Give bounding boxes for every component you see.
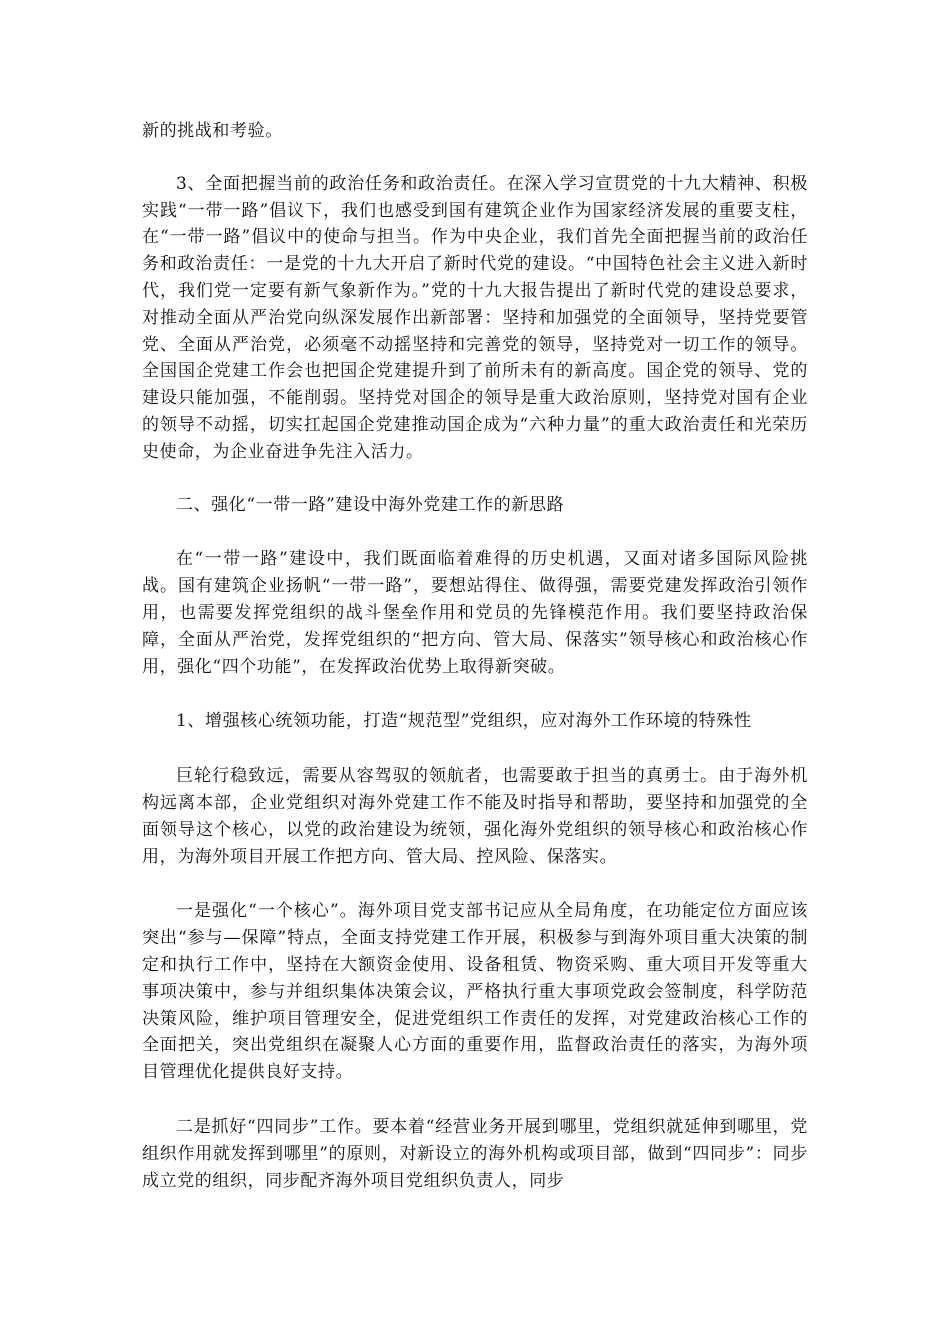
document-page	[142, 118, 808, 1194]
paragraph-four-sync: 二是抓好“四同步”工作。要本着“经营业务开展到哪里，党组织就延伸到哪里，党组织作用就发挥到哪里”的原则，对新设立的海外机构或项目部，做到“四同步”：同步成立党的组织，同步配齐海外项目党组织负责人，同步	[142, 1116, 808, 1191]
subsection-heading: 1、增强核心统领功能，打造“规范型”党组织，应对海外工作环境的特殊性	[176, 711, 752, 732]
section-heading: 二、强化“一带一路”建设中海外党建工作的新思路	[176, 494, 565, 515]
paragraph-one-core: 一是强化“一个核心”。海外项目党支部书记应从全局角度，在功能定位方面应该突出“参与—保障”特点，全面支持党建工作开展，积极参与到海外项目重大决策的制定和执行工作中，坚持在大额资金使用、设备租赁、物资采购、重大项目开发等重大事项决策中，参与并组织集体决策会议，严格执行重大事项党政会签制度，科学防范决策风险，维护项目管理安全，促进党组织工作责任的发挥，对党建政治核心工作的全面把关，突出党组织在凝聚人心方面的重要作用，监督政治责任的落实，为海外项目管理优化提供良好支持。	[142, 901, 808, 1083]
paragraph-continuation: 新的挑战和考验。	[142, 121, 283, 141]
paragraph-leadership: 巨轮行稳致远，需要从容驾驭的领航者，也需要敢于担当的真勇士。由于海外机构远离本部，企业党组织对海外党建工作不能及时指导和帮助，要坚持和加强党的全面领导这个核心，以党的政治建设为统领，强化海外党组织的领导核心和政治核心作用，为海外项目开展工作把方向、管大局、控风险、保落实。	[142, 766, 808, 867]
paragraph-political-task: 3、全面把握当前的政治任务和政治责任。在深入学习宣贯党的十九大精神、积极实践“一带一路”倡议下，我们也感受到国有建筑企业作为国家经济发展的重要支柱，在“一带一路”倡议中的使命与担当。作为中央企业，我们首先全面把握当前的政治任务和政治责任：一是党的十九大开启了新时代党的建设。“中国特色社会主义进入新时代，我们党一定要有新气象新作为。”党的十九大报告提出了新时代党的建设总要求，对推动全面从严治党向纵深发展作出新部署：坚持和加强党的全面领导，坚持党要管党、全面从严治党，必须毫不动摇坚持和完善党的领导，坚持党对一切工作的领导。全国国企党建工作会也把国企党建提升到了前所未有的新高度。国企党的领导、党的建设只能加强，不能削弱。坚持党对国企的领导是重大政治原则，坚持党对国有企业的领导不动摇，切实扛起国企党建推动国企成为“六种力量”的重大政治责任和光荣历史使命，为企业奋进争先注入活力。	[142, 173, 808, 462]
paragraph-belt-road: 在“一带一路”建设中，我们既面临着难得的历史机遇，又面对诸多国际风险挑战。国有建筑企业扬帆“一带一路”，要想站得住、做得强，需要党建发挥政治引领作用，也需要发挥党组织的战斗堡垒作用和党员的先锋模范作用。我们要坚持政治保障，全面从严治党，发挥党组织的“把方向、管大局、保落实”领导核心和政治核心作用，强化“四个功能”，在发挥政治优势上取得新突破。	[142, 549, 808, 677]
